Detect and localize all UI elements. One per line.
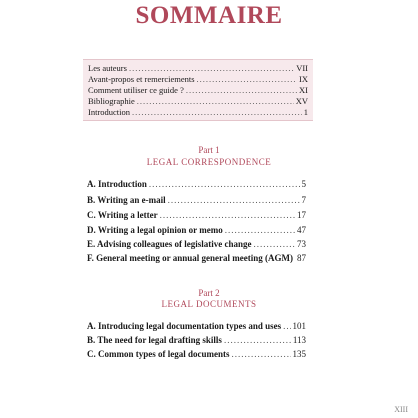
leader-dots [168, 195, 300, 205]
leader-dots [149, 179, 300, 189]
toc-entry-label: A. Introducing legal documentation types and uses [87, 321, 282, 331]
leader-dots [232, 349, 291, 359]
leader-dots [186, 85, 297, 95]
toc-entry-label: F. General meeting or annual general meeting (AGM) [87, 253, 293, 263]
toc-entry-page: 17 [297, 210, 306, 220]
toc-entry-label: C. Writing a letter [87, 210, 158, 220]
page-number: XIII [394, 405, 408, 414]
toc-entry-p1-d[interactable] [87, 225, 306, 237]
toc-entry-authors[interactable] [88, 63, 308, 74]
toc-entry-page: XI [299, 85, 308, 95]
leader-dots [129, 63, 294, 73]
toc-entry-p1-b[interactable] [87, 195, 306, 207]
toc-entry-label: B. Writing an e-mail [87, 195, 166, 205]
part-1-title: LEGAL CORRESPONDENCE [146, 157, 272, 167]
toc-entry-p2-a[interactable] [87, 321, 306, 333]
toc-entry-page: 73 [297, 239, 306, 249]
toc-entry-p2-b[interactable] [87, 335, 306, 347]
toc-entry-page: 47 [297, 225, 306, 235]
part-2-title: LEGAL DOCUMENTS [161, 299, 257, 309]
toc-entry-page: VII [296, 63, 308, 73]
toc-entry-label: Les auteurs [88, 63, 127, 73]
part-2-number: Part 2 [198, 288, 220, 298]
leader-dots [224, 335, 291, 345]
toc-entry-label: A. Introduction [87, 179, 147, 189]
toc-entry-page: 101 [292, 321, 306, 331]
toc-entry-label: D. Writing a legal opinion or memo [87, 225, 223, 235]
toc-entry-p1-c[interactable] [87, 210, 306, 222]
toc-entry-p1-f[interactable] [87, 253, 306, 265]
toc-entry-page: 113 [292, 335, 306, 345]
toc-entry-foreword[interactable] [88, 74, 308, 85]
toc-entry-page: IX [299, 74, 308, 84]
leader-dots [225, 225, 295, 235]
toc-entry-label: Bibliographie [88, 96, 135, 106]
leader-dots [254, 239, 295, 249]
toc-entry-page: 7 [301, 195, 306, 205]
toc-entry-p2-c[interactable] [87, 349, 306, 361]
toc-entry-page: 1 [303, 107, 308, 117]
leader-dots [197, 74, 297, 84]
toc-entry-p1-a[interactable] [87, 179, 306, 191]
toc-entry-page: 87 [297, 253, 306, 263]
toc-entry-introduction[interactable] [88, 107, 308, 118]
toc-entry-label: Avant-propos et remerciements [88, 74, 195, 84]
toc-entry-label: E. Advising colleagues of legislative change [87, 239, 252, 249]
toc-entry-p1-e[interactable] [87, 239, 306, 251]
toc-entry-label: B. The need for legal drafting skills [87, 335, 222, 345]
leader-dots [160, 210, 295, 220]
toc-entry-label: Introduction [88, 107, 131, 117]
leader-dots [132, 107, 302, 117]
toc-entry-page: XV [295, 96, 308, 106]
toc-entry-page: 5 [301, 179, 306, 189]
toc-entry-page: 135 [292, 349, 306, 359]
leader-dots [137, 96, 294, 106]
page-title: SOMMAIRE [135, 2, 283, 29]
toc-entry-label: Comment utiliser ce guide ? [88, 85, 184, 95]
leader-dots [283, 321, 290, 331]
toc-entry-label: C. Common types of legal documents [87, 349, 230, 359]
toc-entry-bibliography[interactable] [88, 96, 308, 107]
toc-entry-how-to-use[interactable] [88, 85, 308, 96]
part-1-number: Part 1 [198, 145, 220, 155]
